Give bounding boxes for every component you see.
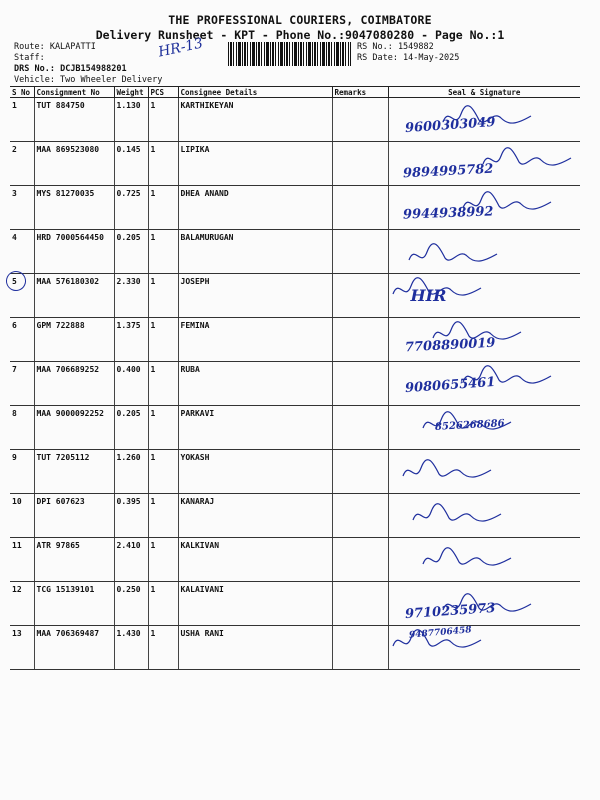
cell-signature xyxy=(388,274,580,318)
cell-signature xyxy=(388,98,580,142)
cell-signature xyxy=(388,362,580,406)
table-row xyxy=(10,318,580,362)
cell-consignment: MAA 9000092252 xyxy=(34,406,114,450)
cell-weight: 2.330 xyxy=(114,274,148,318)
signature-scribble xyxy=(409,500,529,530)
cell-consignment: TCG 15139101 xyxy=(34,582,114,626)
cell-remarks xyxy=(332,494,388,538)
cell-consignee: KANARAJ xyxy=(178,494,332,538)
table-row xyxy=(10,450,580,494)
cell-pcs: 1 xyxy=(148,362,178,406)
cell-pcs: 1 xyxy=(148,274,178,318)
handwritten-annotation: HR-13 xyxy=(156,35,205,61)
cell-sno: 7 xyxy=(10,362,34,406)
cell-pcs: 1 xyxy=(148,494,178,538)
cell-consignee: BALAMURUGAN xyxy=(178,230,332,274)
cell-weight: 1.260 xyxy=(114,450,148,494)
cell-remarks xyxy=(332,274,388,318)
cell-sno: 6 xyxy=(10,318,34,362)
drs-value: DCJB154988201 xyxy=(60,64,127,74)
cell-signature xyxy=(388,626,580,670)
cell-sno: 11 xyxy=(10,538,34,582)
handwritten-signature-text: HIR xyxy=(410,286,447,305)
table-row xyxy=(10,538,580,582)
cell-consignment: GPM 722888 xyxy=(34,318,114,362)
cell-consignee: KALKIVAN xyxy=(178,538,332,582)
table-row xyxy=(10,230,580,274)
cell-weight: 0.400 xyxy=(114,362,148,406)
rs-meta-block xyxy=(357,42,459,64)
drs-number xyxy=(14,64,162,75)
cell-consignment: ATR 97865 xyxy=(34,538,114,582)
table-row xyxy=(10,98,580,142)
cell-pcs: 1 xyxy=(148,230,178,274)
vehicle-label: Vehicle: Two Wheeler Delivery xyxy=(14,75,163,85)
signature-scribble xyxy=(419,544,539,574)
col-header-consignee: Consignee Details xyxy=(178,87,332,98)
cell-pcs: 1 xyxy=(148,142,178,186)
cell-sno: 4 xyxy=(10,230,34,274)
cell-pcs: 1 xyxy=(148,318,178,362)
cell-remarks xyxy=(332,582,388,626)
cell-pcs: 1 xyxy=(148,98,178,142)
cell-sno: 10 xyxy=(10,494,34,538)
cell-pcs: 1 xyxy=(148,186,178,230)
cell-weight: 0.725 xyxy=(114,186,148,230)
cell-remarks xyxy=(332,362,388,406)
signature-scribble xyxy=(389,274,509,304)
cell-weight: 0.250 xyxy=(114,582,148,626)
cell-consignee: LIPIKA xyxy=(178,142,332,186)
cell-consignment: MAA 706689252 xyxy=(34,362,114,406)
runsheet-title: THE PROFESSIONAL COURIERS, COIMBATORE xyxy=(168,13,432,27)
cell-consignee: RUBA xyxy=(178,362,332,406)
rs-date: RS Date: 14-May-2025 xyxy=(357,53,460,63)
route-label: Route: KALAPATTI xyxy=(14,42,96,52)
cell-consignment: MAA 706369487 xyxy=(34,626,114,670)
cell-pcs: 1 xyxy=(148,406,178,450)
cell-consignment: TUT 7205112 xyxy=(34,450,114,494)
cell-remarks xyxy=(332,450,388,494)
signature-scribble xyxy=(405,240,525,270)
cell-consignment: MAA 869523080 xyxy=(34,142,114,186)
cell-consignment: TUT 884750 xyxy=(34,98,114,142)
cell-consignment: MYS 81270035 xyxy=(34,186,114,230)
cell-pcs: 1 xyxy=(148,538,178,582)
cell-weight: 0.205 xyxy=(114,406,148,450)
handwritten-signature-text: 9944938992 xyxy=(402,204,494,223)
handwritten-signature-text: 9710235973 xyxy=(404,600,496,623)
cell-consignee: PARKAVI xyxy=(178,406,332,450)
cell-pcs: 1 xyxy=(148,626,178,670)
staff-label: Staff: xyxy=(14,53,45,63)
sno-text: 5 xyxy=(12,277,17,286)
cell-sno: 2 xyxy=(10,142,34,186)
cell-weight: 0.205 xyxy=(114,230,148,274)
cell-signature xyxy=(388,494,580,538)
signature-scribble xyxy=(479,144,581,174)
cell-signature xyxy=(388,582,580,626)
col-header-remarks: Remarks xyxy=(332,87,388,98)
cell-pcs: 1 xyxy=(148,450,178,494)
table-row xyxy=(10,626,580,670)
cell-signature xyxy=(388,538,580,582)
cell-consignee: KARTHIKEYAN xyxy=(178,98,332,142)
cell-weight: 0.395 xyxy=(114,494,148,538)
cell-weight: 1.375 xyxy=(114,318,148,362)
cell-consignment: HRD 7000564450 xyxy=(34,230,114,274)
col-header-weight: Weight xyxy=(114,87,148,98)
cell-weight: 1.130 xyxy=(114,98,148,142)
cell-signature xyxy=(388,406,580,450)
handwritten-signature-text: 9080655461 xyxy=(404,374,496,397)
cell-signature xyxy=(388,318,580,362)
cell-consignee: KALAIVANI xyxy=(178,582,332,626)
signature-scribble xyxy=(399,456,519,486)
cell-sno: 12 xyxy=(10,582,34,626)
table-row xyxy=(10,406,580,450)
cell-signature xyxy=(388,230,580,274)
cell-signature xyxy=(388,450,580,494)
cell-remarks xyxy=(332,538,388,582)
handwritten-signature-text: 8526268686 xyxy=(434,418,505,433)
table-row xyxy=(10,494,580,538)
col-header-signature: Seal & Signature xyxy=(388,87,580,98)
cell-sno: 9 xyxy=(10,450,34,494)
cell-consignee: DHEA ANAND xyxy=(178,186,332,230)
cell-remarks xyxy=(332,186,388,230)
col-header-consignment: Consignment No xyxy=(34,87,114,98)
barcode-image xyxy=(228,42,351,66)
runsheet-subtitle: Delivery Runsheet - KPT - Phone No.:9047080280 - Page No.:1 xyxy=(95,28,505,42)
table-row xyxy=(10,582,580,626)
table-row xyxy=(10,186,580,230)
cell-consignee: USHA RANI xyxy=(178,626,332,670)
route-meta-block xyxy=(14,42,162,86)
cell-sno: 3 xyxy=(10,186,34,230)
cell-sno: 1 xyxy=(10,98,34,142)
handwritten-signature-text: 9894995782 xyxy=(402,161,494,182)
cell-weight: 1.430 xyxy=(114,626,148,670)
handwritten-signature-text: 9487706458 xyxy=(408,625,472,641)
table-row xyxy=(10,362,580,406)
cell-consignment: DPI 607623 xyxy=(34,494,114,538)
cell-remarks xyxy=(332,142,388,186)
cell-remarks xyxy=(332,98,388,142)
drs-label: DRS No.: xyxy=(14,64,55,74)
cell-consignee: YOKASH xyxy=(178,450,332,494)
table-row xyxy=(10,142,580,186)
cell-signature xyxy=(388,186,580,230)
rs-number: RS No.: 1549882 xyxy=(357,42,434,52)
col-header-sno: S No xyxy=(10,87,34,98)
handwritten-signature-text: 7708890019 xyxy=(404,335,496,356)
table-header-row xyxy=(10,87,580,98)
cell-pcs: 1 xyxy=(148,582,178,626)
cell-remarks xyxy=(332,406,388,450)
cell-sno: 13 xyxy=(10,626,34,670)
cell-weight: 2.410 xyxy=(114,538,148,582)
cell-sno: 8 xyxy=(10,406,34,450)
cell-sno xyxy=(10,274,34,318)
table-row xyxy=(10,274,580,318)
cell-remarks xyxy=(332,626,388,670)
col-header-pcs: PCS xyxy=(148,87,178,98)
cell-consignee: FEMINA xyxy=(178,318,332,362)
cell-remarks xyxy=(332,318,388,362)
cell-consignee: JOSEPH xyxy=(178,274,332,318)
cell-remarks xyxy=(332,230,388,274)
cell-weight: 0.145 xyxy=(114,142,148,186)
cell-signature xyxy=(388,142,580,186)
delivery-table xyxy=(10,86,580,670)
cell-consignment: MAA 576180302 xyxy=(34,274,114,318)
handwritten-signature-text: 9600303049 xyxy=(404,114,496,137)
